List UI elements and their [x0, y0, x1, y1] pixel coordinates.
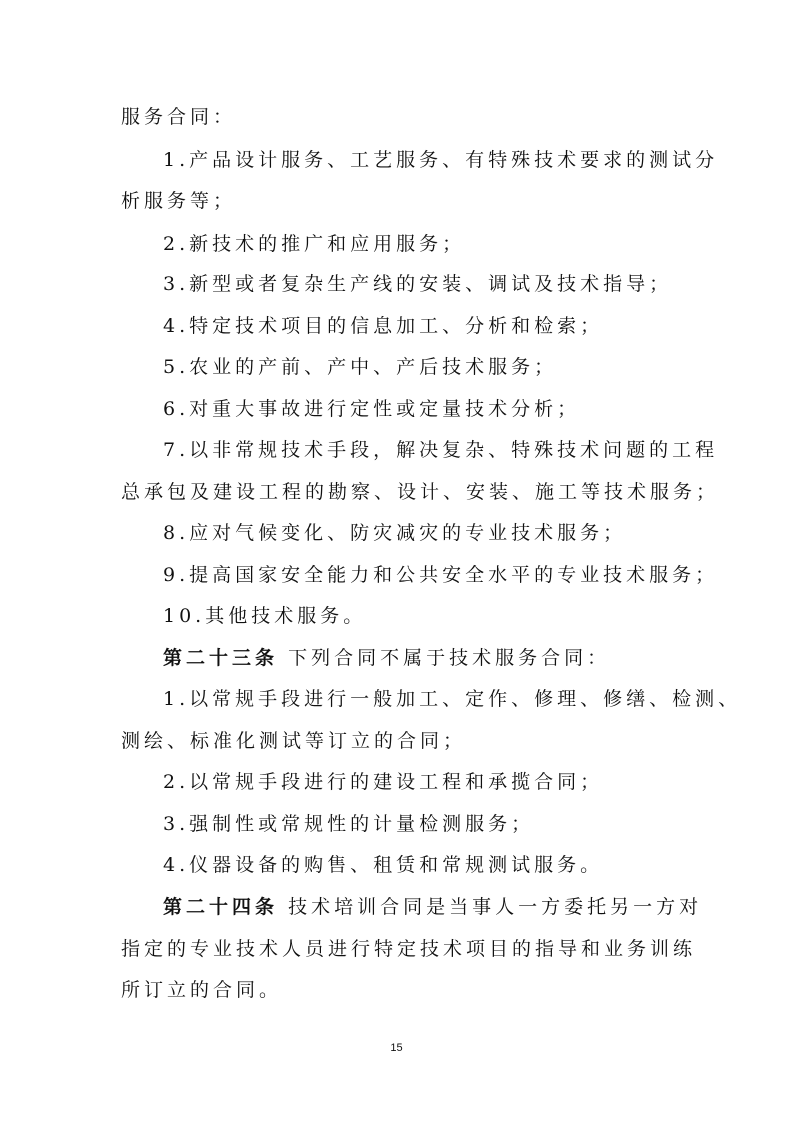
text-line: 服务合同： — [121, 106, 237, 128]
text-line: 10.其他技术服务。 — [163, 605, 367, 627]
text-line: 2.新技术的推广和应用服务； — [163, 233, 466, 255]
article-23-item: 测绘、标准化测试等订立的合同； — [121, 730, 467, 752]
article-23-text: 下列合同不属于技术服务合同： — [288, 647, 611, 669]
text-line: 6.对重大事故进行定性或定量技术分析； — [163, 398, 581, 420]
text-line: 9.提高国家安全能力和公共安全水平的专业技术服务； — [163, 564, 719, 586]
article-23-heading: 第二十三条 — [163, 647, 279, 669]
text-line: 1.产品设计服务、工艺服务、有特殊技术要求的测试分 — [163, 149, 719, 171]
text-line: 5.农业的产前、产中、产后技术服务； — [163, 356, 558, 378]
text-line: 8.应对气候变化、防灾减灾的专业技术服务； — [163, 522, 627, 544]
text-line: 总承包及建设工程的勘察、设计、安装、施工等技术服务； — [121, 481, 720, 503]
article-24-heading: 第二十四条 — [163, 896, 279, 918]
article-24-text: 技术培训合同是当事人一方委托另一方对 — [288, 896, 703, 918]
article-23-item: 4.仪器设备的购售、租赁和常规测试服务。 — [163, 854, 604, 876]
text-line: 析服务等； — [121, 190, 237, 212]
article-24-line: 指定的专业技术人员进行特定技术项目的指导和业务训练 — [121, 938, 697, 960]
article-23-item: 1.以常规手段进行一般加工、定作、修理、修缮、检测、 — [163, 688, 742, 710]
article-24-line: 所订立的合同。 — [121, 979, 283, 1001]
page-number: 15 — [390, 1042, 403, 1054]
text-line: 3.新型或者复杂生产线的安装、调试及技术指导； — [163, 273, 673, 295]
article-23-line — [163, 644, 681, 672]
article-23-item: 2.以常规手段进行的建设工程和承揽合同； — [163, 771, 604, 793]
article-24-line — [163, 893, 703, 921]
text-line: 4.特定技术项目的信息加工、分析和检索； — [163, 315, 604, 337]
article-23-item: 3.强制性或常规性的计量检测服务； — [163, 813, 535, 835]
text-line: 7.以非常规技术手段，解决复杂、特殊技术问题的工程 — [163, 439, 719, 461]
